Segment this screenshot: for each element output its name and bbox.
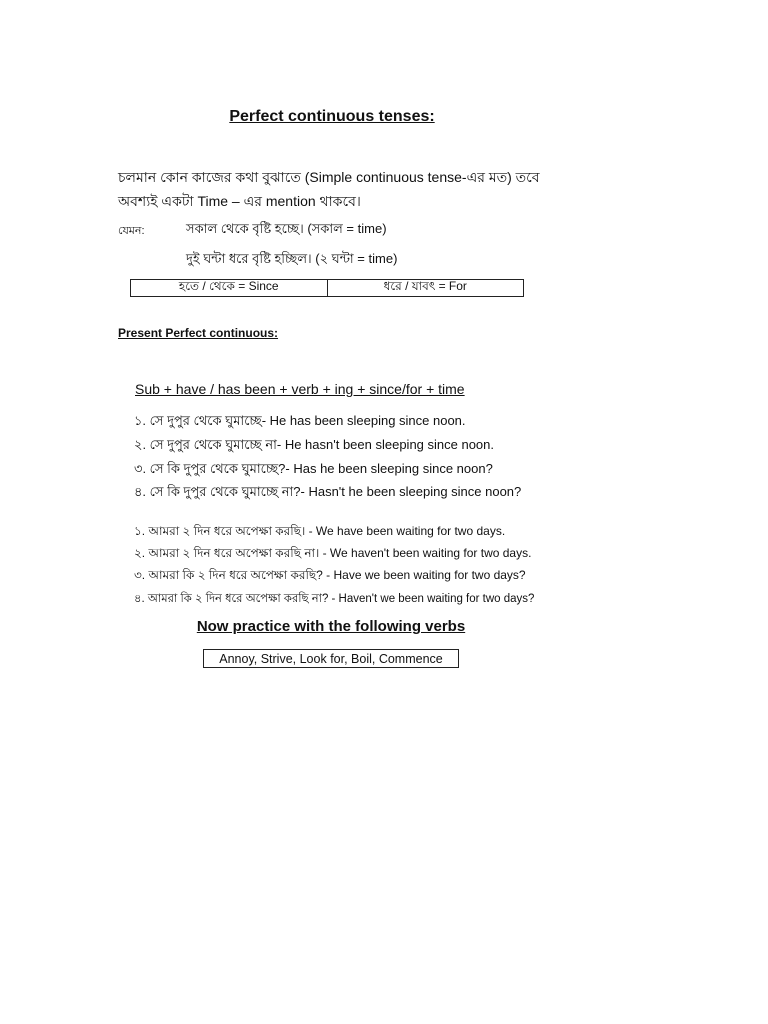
since-for-table [130, 279, 524, 297]
example-line: দুই ঘন্টা ধরে বৃষ্টি হচ্ছিল। (২ ঘন্টা = time) [186, 251, 398, 266]
sentence-line: ৪. সে কি দুপুর থেকে ঘুমাচ্ছে না?- Hasn't he been sleeping since noon? [134, 484, 522, 499]
for-cell: ধরে / যাবৎ = For [327, 280, 524, 296]
examples-label: যেমন: [118, 225, 145, 237]
intro-line-1: চলমান কোন কাজের কথা বুঝাতে (Simple continuous tense-এর মত) তবে [118, 169, 540, 185]
intro-line-2: অবশ্যই একটা Time – এর mention থাকবে। [118, 193, 361, 209]
practice-heading: Now practice with the following verbs [196, 618, 466, 635]
formula: Sub + have / has been + verb + ing + since/for + time [135, 381, 465, 397]
sentence-line: ১. সে দুপুর থেকে ঘুমাচ্ছে- He has been sleeping since noon. [134, 413, 466, 428]
sentence-line: ৪. আমরা কি ২ দিন ধরে অপেক্ষা করছি না? - Haven't we been waiting for two days? [134, 593, 535, 605]
sentence-line: ১. আমরা ২ দিন ধরে অপেক্ষা করছি। - We have been waiting for two days. [134, 524, 506, 538]
sentence-line: ২. আমরা ২ দিন ধরে অপেক্ষা করছি না। - We haven't been waiting for two days. [134, 546, 532, 560]
sentence-line: ২. সে দুপুর থেকে ঘুমাচ্ছে না- He hasn't been sleeping since noon. [134, 437, 495, 452]
since-cell: হতে / থেকে = Since [178, 279, 279, 293]
section-title: Present Perfect continuous: [118, 326, 279, 340]
sentence-line: ৩. সে কি দুপুর থেকে ঘুমাচ্ছে?- Has he been sleeping since noon? [134, 461, 493, 476]
example-line: সকাল থেকে বৃষ্টি হচ্ছে। (সকাল = time) [186, 221, 387, 236]
practice-verbs-box: Annoy, Strive, Look for, Boil, Commence [203, 649, 459, 668]
sentence-line: ৩. আমরা কি ২ দিন ধরে অপেক্ষা করছি? - Have we been waiting for two days? [134, 568, 526, 582]
page-title: Perfect continuous tenses: [229, 108, 435, 125]
